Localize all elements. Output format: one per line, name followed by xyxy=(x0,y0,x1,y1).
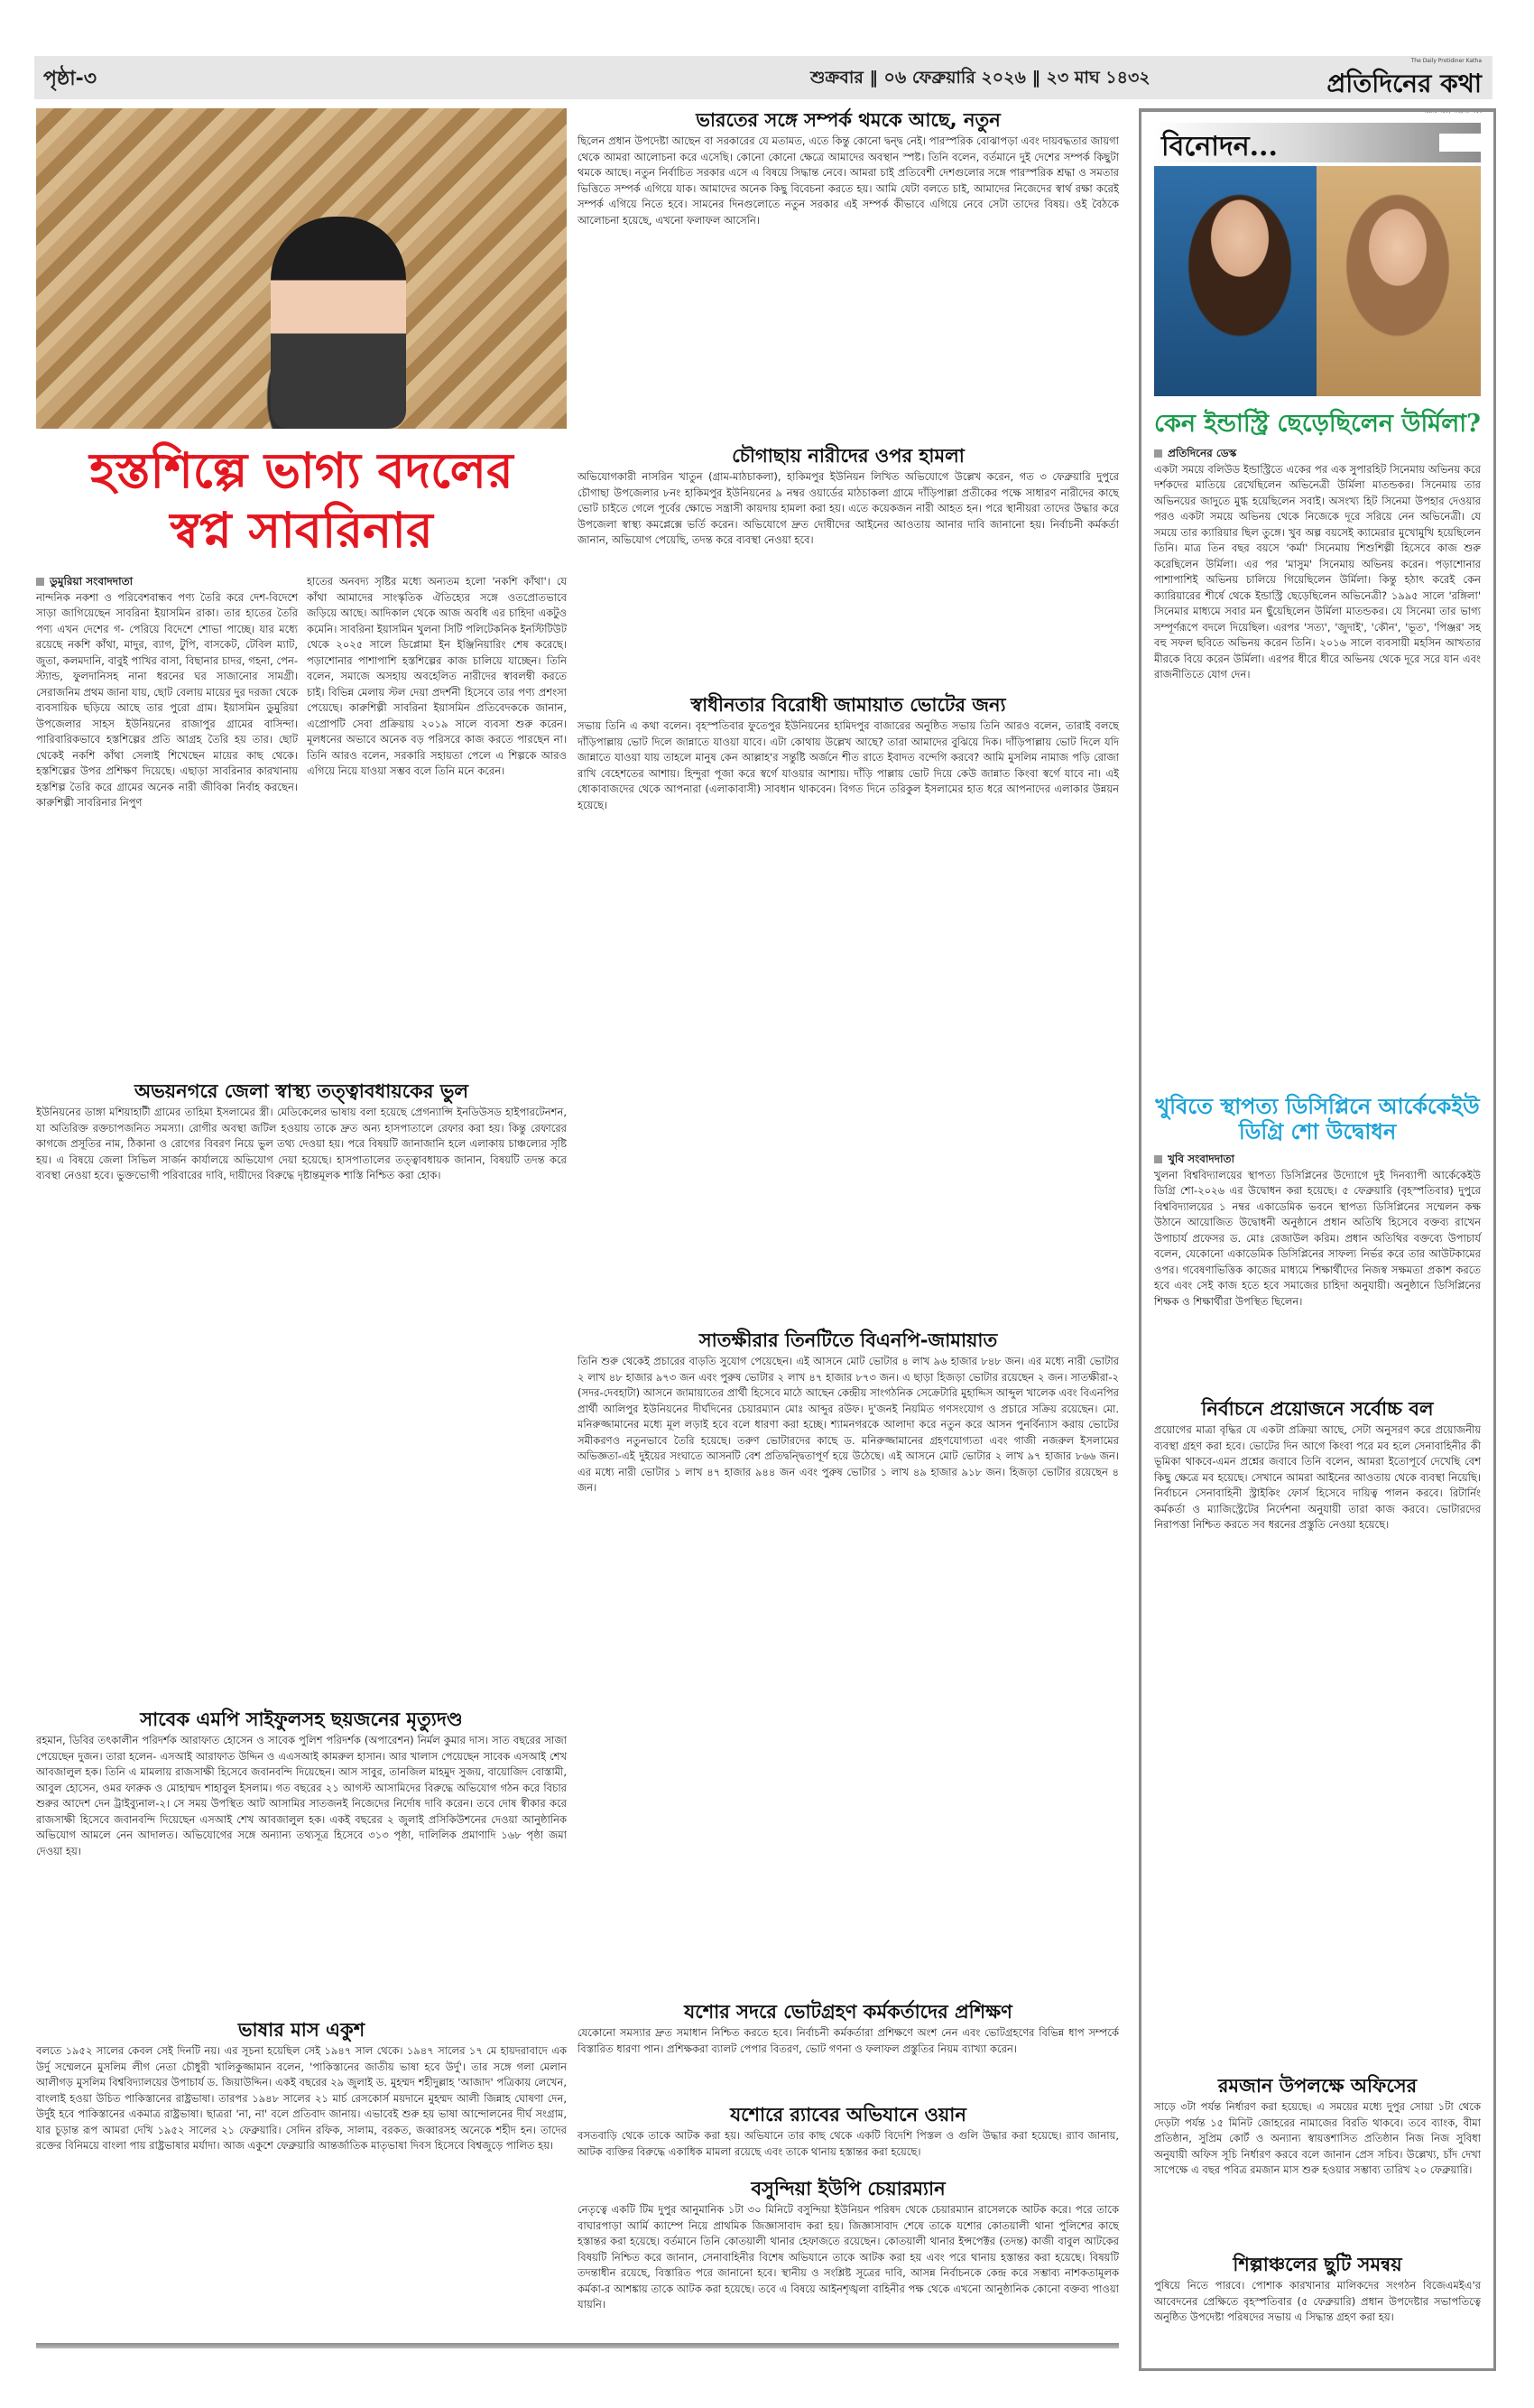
chougachha-body: অভিযোগকারী নাসরিন খাতুন (গ্রাম-মাঠচাকলা), হাকিমপুর ইউনিয়ন লিখিত অভিযোগে উল্লেখ করেন, গত ৩ ফেব্রুয়ারি দুপুরে চৌগাছা উপজেলার ৮নং হাকিমপুর ইউনিয়নের ৯ নম্বর ওয়ার্ডের মাঠচাকলা গ্রামে দাঁড়িপাল্লা প্রতীকের পক্ষে সাধারণ নারীদের কাছে ভোট চাইতে গেলে পূর্বের ক্ষোভে সন্ত্রাসী কায়দায় হামলা করা হয়। এতে কয়েকজন নারী আহত হন। পরে স্থানীয়রা তাদের উদ্ধার করে উপজেলা স্বাস্থ্য কমপ্লেক্সে ভর্তি করেন। অভিযোগে দ্রুত দোষীদের আইনের আওতায় আনার দাবি জানানো হয়। নির্বাচনী কর্মকর্তা জানান, অভিযোগ পেয়েছি, তদন্ত করে ব্যবস্থা নেওয়া হবে। xyxy=(578,470,1119,546)
section-label-bar xyxy=(1154,123,1481,162)
force-headline: নির্বাচনে প্রয়োজনে সর্বোচ্চ বল xyxy=(1201,1398,1434,1420)
lead-body-col2: হাতের অনবদ্য সৃষ্টির মধ্যে অন্যতম হলো 'নকশি কাঁথা'। যে কাঁথা আমাদের সাংস্কৃতিক ঐতিহ্যের সঙ্গে ওতপ্রোতভাবে জড়িয়ে আছে। আদিকাল থেকে আজ অবধি এর চাহিদা একটুও কমেনি। সাবরিনা ইয়াসমিন খুলনা সিটি পলিটেকনিক ইনস্টিটিউট থেকে ২০২৫ সালে ডিপ্লোমা ইন ইঞ্জিনিয়ারিং শেষ করেছে। পড়াশোনার পাশাপাশি হস্তশিল্পের কাজ চালিয়ে যাচ্ছেন। তিনি বলেন, সমাজে অসহায় অবহেলিত নারীদের স্বাবলম্বী করতে চাই। বিভিন্ন মেলায় স্টল দেয়া প্রদর্শনী হিসেবে তার পণ্য প্রশংসা পেয়েছে। কারুশিল্পী সাবরিনা ইয়াসমিন প্রতিবেদককে জানান, এপ্রোপটি সেবা প্রক্রিয়ায় ২০১৯ সালে ব্যবসা শুরু করেন। মূলধনের অভাবে অনেক বড় পরিসরে কাজ করতে পারছেন না। তিনি আরও বলেন, সরকারি সহায়তা পেলে এ শিল্পকে আরও এগিয়ে নিয়ে যাওয়া সম্ভব বলে তিনি মনে করেন। xyxy=(307,575,567,777)
chougachha-headline: চৌগাছায় নারীদের ওপর হামলা xyxy=(732,445,965,467)
entertainment-sidebar xyxy=(1139,108,1496,2371)
artisan-figure xyxy=(271,217,406,429)
story-language xyxy=(36,2014,567,2154)
story-industrial xyxy=(1154,2249,1481,2326)
language-body: বলতে ১৯৫২ সালের কেবল সেই দিনটি নয়। এর সূচনা হয়েছিল সেই ১৯৪৭ সাল থেকে। ১৯৪৭ সালের ১৭ মে হায়দরাবাদে এক উর্দু সম্মেলনে মুসলিম লীগ নেতা চৌধুরী খালিকুজ্জামান বলেন, 'পাকিস্তানের জাতীয় ভাষা হবে উর্দু'। তার সঙ্গে গলা মেলান আলীগড় মুসলিম বিশ্ববিদ্যালয়ের উপাচার্য ড. জিয়াউদ্দিন। একই বছরের ২৯ জুলাই ড. মুহম্মদ শহীদুল্লাহ 'আজাদ' পত্রিকায় লেখেন, বাংলাই হওয়া উচিত পাকিস্তানের রাষ্ট্রভাষা। তারপর ১৯৪৮ সালের ২১ মার্চ রেসকোর্স ময়দানে মুহম্মদ আলী জিন্নাহ ঘোষণা দেন, উর্দুই হবে পাকিস্তানের একমাত্র রাষ্ট্রভাষা। ছাত্ররা 'না, না' বলে প্রতিবাদ জানায়। এভাবেই শুরু হয় ভাষা আন্দোলনের দীর্ঘ সংগ্রাম, যার চূড়ান্ত রূপ আমরা দেখি ১৯৫২ সালের ২১ ফেব্রুয়ারি। সেদিন রফিক, সালাম, বরকত, জব্বারসহ অনেকে শহীদ হন। তাদের রক্তের বিনিময়ে বাংলা পায় রাষ্ট্রভাষার মর্যাদা। আজ একুশে ফেব্রুয়ারি আন্তর্জাতিক মাতৃভাষা দিবস হিসেবে বিশ্বজুড়ে পালিত হয়। xyxy=(36,2044,567,2152)
industrial-headline: শিল্পাঞ্চলের ছুটি সমন্বয় xyxy=(1233,2254,1402,2275)
actress-photo-1 xyxy=(1154,166,1317,396)
force-body: প্রয়োগের মাত্রা বৃদ্ধির যে একটা প্রক্রিয়া আছে, সেটা অনুসরণ করে প্রয়োজনীয় ব্যবস্থা গ্রহণ করা হবে। ভোটের দিন আগে কিংবা পরে মব হলে সেনাবাহিনীর কী ভূমিকা থাকবে-এমন প্রশ্নের জবাবে তিনি বলেন, আমরা ইতোপূর্বে দেখেছি বেশ কিছু ক্ষেত্রে মব হয়েছে। সেখানে আমরা আইনের আওতায় থেকে ব্যবস্থা নিয়েছি। নির্বাচনে সেনাবাহিনী স্ট্রাইকিং ফোর্স হিসেবে দায়িত্ব পালন করবে। রিটার্নিং কর্মকর্তা ও ম্যাজিস্ট্রেটের নির্দেশনা অনুযায়ী তারা কাজ করবে। ভোটারদের নিরাপত্তা নিশ্চিত করতে সব ধরনের প্রস্তুতি নেওয়া হয়েছে। xyxy=(1154,1423,1481,1531)
jamaat-headline: স্বাধীনতার বিরোধী জামায়াত ভোটের জন্য xyxy=(690,694,1006,716)
dateline: শুক্রবার ‖ ০৬ ফেব্রুয়ারি ২০২৬ ‖ ২৩ মাঘ ১৪৩২ xyxy=(810,68,1150,88)
rab-body: বসতবাড়ি থেকে তাকে আটক করা হয়। অভিযানে তার কাছ থেকে একটি বিদেশি পিস্তল ও গুলি উদ্ধার করা হয়েছে। র‍্যাব জানায়, আটক ব্যক্তির বিরুদ্ধে একাধিক মামলা রয়েছে এবং তাকে থানায় হস্তান্তর করা হয়েছে। xyxy=(578,2129,1119,2158)
rab-headline: যশোরে র‍্যাবের অভিযানে ওয়ান xyxy=(730,2104,966,2126)
section-label: বিনোদন... xyxy=(1161,131,1278,162)
abhaynagar-body: ইউনিয়নের ডাঙ্গা মশিয়াহাটী গ্রামের তাহিমা ইসলামের স্ত্রী। মেডিকেলের ভাষায় বলা হয়েছে প্রেগন্যান্সি ইনডিউসড হাইপারটেনশন, যা অতিরিক্ত রক্তচাপজনিত সমস্যা। রোগীর অবস্থা জটিল হওয়ায় তাকে দ্রুত অন্য হাসপাতালে রেফার করা হয়। কিন্তু রেফারের কাগজে প্রসূতির নাম, ঠিকানা ও রোগের বিবরণ নিয়ে ভুল তথ্য দেওয়া হয়। পরে বিষয়টি জানাজানি হলে এলাকায় চাঞ্চল্যের সৃষ্টি হয়। এ বিষয়ে জেলা সিভিল সার্জন কার্যালয়ে অভিযোগ দেয়া হয়েছে। হাসপাতালের তত্ত্বাবধায়ক জানান, বিষয়টি তদন্ত করে ব্যবস্থা নেওয়া হবে। ভুক্তভোগী পরিবারের দাবি, দায়ীদের বিরুদ্ধে দৃষ্টান্তমূলক শাস্তি নিশ্চিত করা হোক। xyxy=(36,1106,567,1181)
urmila-byline: প্রতিদিনের ডেস্ক xyxy=(1154,446,1481,462)
lead-body-col1: নান্দনিক নকশা ও পরিবেশবান্ধব পণ্য তৈরি করে দেশ-বিদেশে সাড়া জাগিয়েছেন সাবরিনা ইয়াসমিন রাকা। তার হাতের তৈরি পণ্য এখন দেশের গ- পেরিয়ে বিদেশে শোভা পাচ্ছে। যার মধ্যে রয়েছে নকশি কাঁথা, মাদুর, ব্যাগ, টুপি, বাসকেট, টেবিল ম্যাট, জুতা, কলমদানি, বাবুই পাখির বাসা, বিছানার চাদর, গহনা, পেন-স্ট্যান্ড, ফুলদানিসহ নানা ধরনের ঘর সাজানোর সামগ্রী। সেরাজনিম প্রথম জানা যায়, ছোট বেলায় মায়ের দুর দরজা থেকে ব্যবসায়িক ছড়িয়ে আছে তার পুরো গ্রাম। ইয়াসমিন ডুমুরিয়া উপজেলার সাহস ইউনিয়নের রাজাপুর গ্রামের বাসিন্দা। পারিবারিকভাবে হস্তশিল্পের প্রতি আগ্রহ তৈরি হয় তার। ছোট থেকেই নকশি কাঁথা সেলাই শিখেছেন মায়ের কাছ থেকে। হস্তশিল্পের উপর প্রশিক্ষণ দিয়েছে। এছাড়া সাবরিনার কারখানায় হস্তশিল্প তৈরি করে গ্রামের অনেক নারী জীবিকা নির্বাহ করছেন। কারুশিল্পী সাবরিনার নিপুণ xyxy=(36,590,298,809)
actress-photos xyxy=(1154,166,1481,396)
jamaat-body: সভায় তিনি এ কথা বলেন। বৃহস্পতিবার ফুতেপুর ইউনিয়নের হামিদপুর বাজারের অনুষ্ঠিত সভায় তিনি আরও বলেন, তারাই বলছে দাঁড়িপাল্লায় ভোট দিলে জান্নাতে যাওয়া যাবে। এটা কোথায় উল্লেখ আছে? তারা আমাদের বুঝিয়ে দিক। দাঁড়িপাল্লায় ভোট দিলে যদি জান্নাতে যাওয়া যায় তাহলে মানুষ কেন আল্লাহ'র সন্তুষ্টি অর্জনে শীত রাতে ইবাদত বন্দেগি করবে? আমি মুসলিম নামাজ পড়ি রোজা রাখি বেহেশতের আশায়। হিন্দুরা পূজা করে স্বর্গে যাওয়ার আশায়। দাঁড়ি পাল্লায় ভোট দিয়ে কেউ জান্নাত কিংবা স্বর্গে যাবে না। এই ধোকাবাজদের থেকে আপনারা (এলাকাবাসী) সাবধান থাকবেন। বিগত দিনে তরিকুল ইসলামের হাত ধরে আপনাদের এলাকার উন্নয়ন হয়েছে। xyxy=(578,719,1119,811)
saiful-body: রহমান, ডিবির তৎকালীন পরিদর্শক আরাফাত হোসেন ও সাবেক পুলিশ পরিদর্শক (অপারেশন) নির্মল কুমার দাস। সাত বছরের সাজা পেয়েছেন দুজন। তারা হলেন- এসআই আরাফাত উদ্দিন ও এএসআই কামরুল হাসান। আর খালাস পেয়েছেন সাবেক এসআই শেখ আবজালুল হক। তিনি এ মামলায় রাজসাক্ষী হিসেবে জবানবন্দি দিয়েছেন। আস সাবুর, তানজিল মাহমুদ সুজয়, বায়োজিদ বোস্তামী, আবুল হোসেন, ওমর ফারুক ও মোহাম্মদ শাহাবুল ইসলাম। গত বছরের ২১ আগস্ট আসামিদের বিরুদ্ধে অভিযোগ গঠন করে বিচার শুরুর আদেশ দেন ট্রাইব্যুনাল-২। সে সময় উপস্থিত আট আসামির সাতজনই নিজেদের নির্দোষ দাবি করেন। তবে দোষ স্বীকার করে রাজসাক্ষী হিসেবে জবানবন্দি দিয়েছেন এসআই শেখ আবজালুল হক। একই বছরের ২ জুলাই প্রসিকিউশনের দেওয়া আনুষ্ঠানিক অভিযোগ আমলে নেন আদালত। অভিযোগের সঙ্গে অন্যান্য তথ্যসূত্র হিসেবে ৩১৩ পৃষ্ঠা, দালিলিক প্রমাণাদি ১৬৮ পৃষ্ঠা জমা দেওয়া হয়। xyxy=(36,1734,567,1857)
page-header xyxy=(34,56,1492,115)
story-basundia xyxy=(578,2173,1119,2313)
lead-story-col1 xyxy=(36,574,298,811)
kuet-body: খুলনা বিশ্ববিদ্যালয়ের স্থাপত্য ডিসিপ্লিনের উদ্যোগে দুই দিনব্যাপী আর্কেকেইউ ডিগ্রি শো-২০২৬ এর উদ্বোধন করা হয়েছে। ৫ ফেব্রুয়ারি (বৃহস্পতিবার) দুপুরে বিশ্ববিদ্যালয়ের ১ নম্বর একাডেমিক ভবনে স্থাপত্য ডিসিপ্লিনের সম্মেলন কক্ষ উঠানে আয়োজিত উদ্বোধনী অনুষ্ঠানে প্রধান অতিথি হিসেবে বক্তব্য রাখেন উপাচার্য প্রফেসর ড. মোঃ রেজাউল করিম। প্রধান অতিথির বক্তব্যে উপাচার্য বলেন, যেকোনো একাডেমিক ডিসিপ্লিনের সাফল্য নির্ভর করে তার আউটকামের ওপর। গবেষণাভিত্তিক কাজের মাধ্যমে শিক্ষার্থীদের নিজস্ব সক্ষমতা প্রকাশ করতে হবে এবং সেই কাজ হতে হবে সমাজের চাহিদা অনুযায়ী। অনুষ্ঠানে ডিসিপ্লিনের শিক্ষক ও শিক্ষার্থীরা উপস্থিত ছিলেন। xyxy=(1154,1168,1481,1308)
lead-headline-line1: হস্তশিল্পে ভাগ্য বদলের xyxy=(89,441,513,499)
kuet-headline: খুবিতে স্থাপত্য ডিসিপ্লিনে আর্কেকেইউ ডিগ্রি শো উদ্বোধন xyxy=(1155,1093,1480,1144)
page-number: পৃষ্ঠা-৩ xyxy=(43,68,97,90)
industrial-body: পুষিয়ে নিতে পারবে। পোশাক কারখানার মালিকদের সংগঠন বিজেএমইএ'র আবেদনের প্রেক্ষিতে বৃহস্পতিবার (৫ ফেব্রুয়ারি) প্রধান উপদেষ্টার সভাপতিত্বে অনুষ্ঠিত উপদেষ্টা পরিষদের সভায় এ সিদ্ধান্ত গ্রহণ করা হয়। xyxy=(1154,2279,1481,2323)
story-satkhira xyxy=(578,1325,1119,1496)
jessore-training-body: যেকোনো সমস্যার দ্রুত সমাধান নিশ্চিত করতে হবে। নির্বাচনী কর্মকর্তারা প্রশিক্ষণে অংশ নেন এবং ভোটগ্রহণের বিভিন্ন ধাপ সম্পর্কে বিস্তারিত ধারণা পান। প্রশিক্ষকরা ব্যালট পেপার বিতরণ, ভোট গণনা ও ফলাফল প্রস্তুতির নিয়ম ব্যাখ্যা করেন। xyxy=(578,2026,1119,2055)
abhaynagar-headline: অভয়নগরে জেলা স্বাস্থ্য তত্ত্বাবধায়কের ভুল xyxy=(134,1080,469,1102)
story-saiful xyxy=(36,1704,567,1859)
jessore-training-headline: যশোর সদরে ভোটগ্রহণ কর্মকর্তাদের প্রশিক্ষণ xyxy=(684,2001,1012,2023)
masthead-english: The Daily Protidiner Katha xyxy=(1410,58,1482,64)
satkhira-headline: সাতক্ষীরার তিনটিতে বিএনপি-জামায়াত xyxy=(698,1329,998,1351)
lead-story-photo xyxy=(36,108,567,429)
urmila-headline: কেন ইন্ডাস্ট্রি ছেড়েছিলেন উর্মিলা? xyxy=(1154,410,1481,438)
story-rab xyxy=(578,2099,1119,2160)
story-urmila xyxy=(1154,446,1481,683)
ramadan-headline: রমজান উপলক্ষে অফিসের xyxy=(1217,2075,1418,2097)
lead-story-col2 xyxy=(307,574,567,780)
lead-byline: ডুমুরিয়া সংবাদদাতা xyxy=(36,574,298,590)
ramadan-body: সাড়ে ৩টা পর্যন্ত নির্ধারণ করা হয়েছে। এ সময়ের মধ্যে দুপুর সোয়া ১টা থেকে দেড়টা পর্যন্ত ১৫ মিনিট জোহরের নামাজের বিরতি থাকবে। তবে ব্যাংক, বীমা প্রতিষ্ঠান, সুপ্রিম কোর্ট ও অন্যান্য স্বায়ত্তশাসিত প্রতিষ্ঠান নিজ নিজ সুবিধা অনুযায়ী অফিস সূচি নির্ধারণ করবে বলে জানান প্রেস সচিব। উল্লেখ্য, চাঁদ দেখা সাপেক্ষে এ বছর পবিত্র রমজান মাস শুরু হওয়ার সম্ভাব্য তারিখ ২০ ফেব্রুয়ারি। xyxy=(1154,2100,1481,2176)
urmila-body: একটা সময়ে বলিউড ইন্ডাস্ট্রিতে একের পর এক সুপারহিট সিনেমায় অভিনয় করে দর্শকদের মাতিয়ে রেখেছিলেন অভিনেত্রী উর্মিলা মাতন্ডকর। সিনেমায় তার অভিনয়ের জাদুতে মুগ্ধ হয়েছিলেন সবাই। অসংখ্য হিট সিনেমা উপহার দেওয়ার পরও একটা সময়ে অভিনয় থেকে নিজেকে দূরে সরিয়ে নেন অভিনেত্রী। যে সময়ে তার ক্যারিয়ার ছিল তুঙ্গে। খুব অল্প বয়সেই ক্যামেরার মুখোমুখি হয়েছিলেন তিনি। মাত্র তিন বছর বয়সে 'কর্মা' সিনেমায় শিশুশিল্পী হিসেবে কাজ শুরু করেছিলেন উর্মিলা। এর পর 'মাসুম' সিনেমায় অভিনয় করেন। পড়াশোনার পাশাপাশিই অভিনয় চালিয়ে গিয়েছিলেন উর্মিলা। কিন্তু হঠাৎ করেই কেন ক্যারিয়ারের শীর্ষে থেকে ইন্ডাস্ট্রি ছেড়েছিলেন অভিনেত্রী? ১৯৯৫ সালে 'রঙ্গিলা' সিনেমার মাধ্যমে সবার মন ছুঁয়েছিলেন উর্মিলা মাতন্ডকর। যে সিনেমা তার ভাগ্য সম্পূর্ণরূপে বদলে দিয়েছিল। এরপর 'সত্য', 'জুদাই', 'কৌন', 'ভূত', 'পিঞ্জর' সহ বহু সফল ছবিতে অভিনয় করেন তিনি। ২০১৬ সালে ব্যবসায়ী মহসিন আখতার মীরকে বিয়ে করেন উর্মিলা। এরপর ধীরে ধীরে অভিনয় থেকে দূরে সরে যান এবং রাজনীতিতে যোগ দেন। xyxy=(1154,462,1481,681)
story-india xyxy=(578,105,1119,228)
lead-headline-line2: স্বপ্ন সাবরিনার xyxy=(170,501,433,559)
story-chougachha xyxy=(578,440,1119,549)
india-body: ছিলেন প্রধান উপদেষ্টা আছেন বা সরকারের যে মতামত, এতে কিন্তু কোনো দ্বন্দ্ব নেই। পারস্পরিক বোঝাপড়া এবং দায়বদ্ধতার জায়গা থেকে আমরা আলোচনা করে এসেছি। কোনো কোনো ক্ষেত্রে আমাদের অবস্থান স্পষ্ট। তিনি বলেন, বর্তমানে দুই দেশের সম্পর্ক কিছুটা থমকে আছে। নতুন নির্বাচিত সরকার এসে এ বিষয়ে সিদ্ধান্ত নেবে। আমরা চাই প্রতিবেশী দেশগুলোর সঙ্গে পারস্পরিক শ্রদ্ধা ও সমতার ভিত্তিতে সম্পর্ক এগিয়ে যাক। আমাদের অনেক কিছু বিবেচনা করতে হয়। আমি যেটা বলতে চাই, আমাদের নিজেদের স্বার্থ রক্ষা করেই সম্পর্ক এগিয়ে নিতে হবে। সামনের দিনগুলোতে নতুন সরকার এই সম্পর্ক কীভাবে এগিয়ে নেবে সেটা তাদের বিষয়। ওই বৈঠকে আলোচনা হয়েছে, এখনো ফলাফল আসেনি। xyxy=(578,134,1119,227)
story-force xyxy=(1154,1394,1481,1533)
story-jessore-training xyxy=(578,1996,1119,2057)
basundia-headline: বসুন্দিয়া ইউপি চেয়ারম্যান xyxy=(751,2178,946,2200)
kuet-byline: খুবি সংবাদদাতা xyxy=(1154,1152,1481,1168)
saiful-headline: সাবেক এমপি সাইফুলসহ ছয়জনের মৃত্যুদণ্ড xyxy=(140,1709,463,1730)
actress-photo-2 xyxy=(1317,166,1481,396)
masthead-logo: প্রতিদিনের কথা xyxy=(1326,69,1482,98)
basundia-body: নেতৃত্বে একটি টিম দুপুর আনুমানিক ১টা ৩০ মিনিটে বসুন্দিয়া ইউনিয়ন পরিষদ থেকে চেয়ারম্যান রাসেলকে আটক করে। পরে তাকে বাঘারপাড়া আর্মি ক্যাম্পে নিয়ে প্রাথমিক জিজ্ঞাসাবাদ করা হয়। জিজ্ঞাসাবাদ শেষে তাকে যশোর কোতয়ালী থানা পুলিশের কাছে হস্তান্তর করা হয়েছে। বর্তমানে তিনি কোতয়ালী থানার হেফাজতে রয়েছেন। কোতয়ালী থানার ইন্সপেক্টর (তদন্ত) কাজী বাবুল আটকের বিষয়টি নিশ্চিত করে জানান, সেনাবাহিনীর বিশেষ অভিযানে তাকে আটক করা হয় এবং পরে থানায় হস্তান্তর করা হয়েছে। বিষয়টি তদন্তাধীন রয়েছে, বিস্তারিত পরে জানানো হবে। স্থানীয় ও সংশ্লিষ্ট সূত্রের দাবি, আসন্ন নির্বাচনকে কেন্দ্র করে সম্ভাব্য নাশকতামূলক কর্মকা-র আশঙ্কায় তাকে আটক করা হয়েছে। তবে এ বিষয়ে আইনশৃঙ্খলা বাহিনীর পক্ষ থেকে এখনো আনুষ্ঠানিক কোনো বক্তব্য পাওয়া যায়নি। xyxy=(578,2203,1119,2311)
lead-headline xyxy=(36,440,567,560)
satkhira-body: তিনি শুরু থেকেই প্রচারের বাড়তি সুযোগ পেয়েছেন। এই আসনে মোট ভোটার ৪ লাখ ৯৬ হাজার ৮৪৮ জন। এর মধ্যে নারী ভোটার ২ লাখ ৪৮ হাজার ৯৭৩ জন এবং পুরুষ ভোটার ২ লাখ ৪৭ হাজার ৮৭৩ জন। এ ছাড়া হিজড়া ভোটার রয়েছেন ২ জন। সাতক্ষীরা-২ (সদর-দেবহাটা) আসনে জামায়াতের প্রার্থী হিসেবে মাঠে আছেন কেন্দ্রীয় সাংগঠনিক সেক্রেটারি মুহাদ্দিস আব্দুল খালেক এবং বিএনপির প্রার্থী আলিপুর ইউনিয়নের দীর্ঘদিনের চেয়ারম্যান মোঃ আব্দুর রউফ। দু'জনই নিয়মিত গণসংযোগ ও প্রচারে সক্রিয় রয়েছেন। মো. মনিরুজ্জামানের মধ্যে মূল লড়াই হবে বলে ধারণা করা হচ্ছে। শ্যামনগরকে আলাদা করে নতুন করে আসন পুনর্বিন্যাস করায় ভোটের সমীকরণও নতুনভাবে তৈরি হয়েছে। তরুণ ভোটারদের কাছে ড. মনিরুজ্জামানের গ্রহণযোগ্যতা এবং গাজী নজরুল ইসলামের অভিজ্ঞতা-এই দুইয়ের সংঘাতে আসনটি বেশ প্রতিদ্বন্দ্বিতাপূর্ণ হয়ে উঠেছে। এই আসনে মোট ভোটার ২ লাখ ৯৭ হাজার ৮৬৬ জন। এর মধ্যে নারী ভোটার ১ লাখ ৪৭ হাজার ৯৪৪ জন এবং পুরুষ ভোটার ১ লাখ ৪৯ হাজার ৯১৮ জন। হিজড়া ভোটার রয়েছেন ৪ জন। xyxy=(578,1355,1119,1494)
story-jamaat xyxy=(578,690,1119,813)
bottom-divider xyxy=(36,2343,1119,2348)
masthead-tagline: সত্যের পক্ষে, সাহসের সাথে xyxy=(1422,108,1482,115)
story-ramadan xyxy=(1154,2070,1481,2179)
language-headline: ভাষার মাস একুশ xyxy=(237,2019,365,2041)
india-headline: ভারতের সঙ্গে সম্পর্ক থমকে আছে, নতুন xyxy=(696,109,1001,131)
story-kuet xyxy=(1154,1152,1481,1310)
story-abhaynagar xyxy=(36,1076,567,1184)
